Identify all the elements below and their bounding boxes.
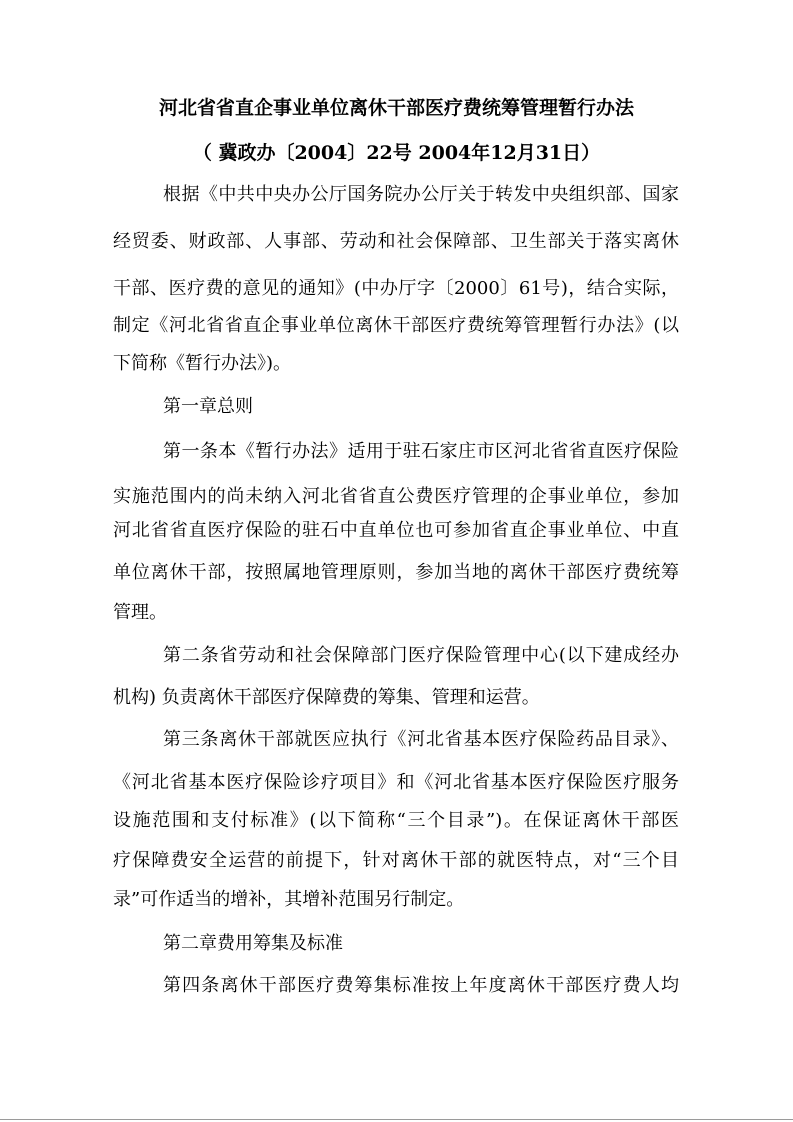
paragraph-line: 单位离休干部，按照属地管理原则，参加当地的离休干部医疗费统筹 (113, 562, 679, 583)
document-title: 河北省省直企事业单位离休干部医疗费统筹管理暂行办法 (158, 97, 634, 119)
paragraph-line: 下简称《暂行办法》)。 (113, 353, 292, 374)
paragraph-line: 《河北省基本医疗保险诊疗项目》和《河北省基本医疗保险医疗服务 (113, 772, 679, 793)
paragraph-line: 录”可作适当的增补，其增补范围另行制定。 (113, 889, 465, 910)
paragraph-line: 第三条离休干部就医应执行《河北省基本医疗保险药品目录》、 (163, 729, 679, 750)
paragraph-line: 第一条本《暂行办法》适用于驻石家庄市区河北省省直医疗保险 (163, 441, 679, 462)
paragraph-line: 根据《中共中央办公厅国务院办公厅关于转发中央组织部、国家 (163, 184, 679, 205)
paragraph-line: 疗保障费安全运营的前提下，针对离休干部的就医特点，对“三个目 (113, 850, 679, 871)
paragraph-line: 经贸委、财政部、人事部、劳动和社会保障部、卫生部关于落实离休 (113, 231, 679, 252)
paragraph-line: 干部、医疗费的意见的通知》(中办厅字〔2000〕61号)，结合实际， (113, 278, 679, 299)
page-bottom-border (0, 1119, 793, 1120)
document-subtitle: （ 冀政办〔2004〕22号 2004年12月31日） (192, 142, 601, 164)
chapter-heading: 第二章费用筹集及标准 (163, 933, 343, 954)
paragraph-line: 制定《河北省省直企事业单位离休干部医疗费统筹管理暂行办法》(以 (113, 315, 679, 336)
paragraph-line: 机构) 负责离休干部医疗保障费的筹集、管理和运营。 (113, 687, 540, 708)
paragraph-line: 管理。 (113, 602, 167, 623)
chapter-heading: 第一章总则 (163, 396, 253, 417)
paragraph-line: 第四条离休干部医疗费筹集标准按上年度离休干部医疗费人均 (163, 975, 679, 996)
paragraph-line: 第二条省劳动和社会保障部门医疗保险管理中心(以下建成经办 (163, 645, 679, 666)
paragraph-line: 实施范围内的尚未纳入河北省省直公费医疗管理的企事业单位，参加 (113, 486, 679, 507)
paragraph-line: 设施范围和支付标准》(以下简称“三个目录”)。在保证离休干部医 (113, 810, 679, 831)
paragraph-line: 河北省省直医疗保险的驻石中直单位也可参加省直企事业单位、中直 (113, 520, 679, 541)
